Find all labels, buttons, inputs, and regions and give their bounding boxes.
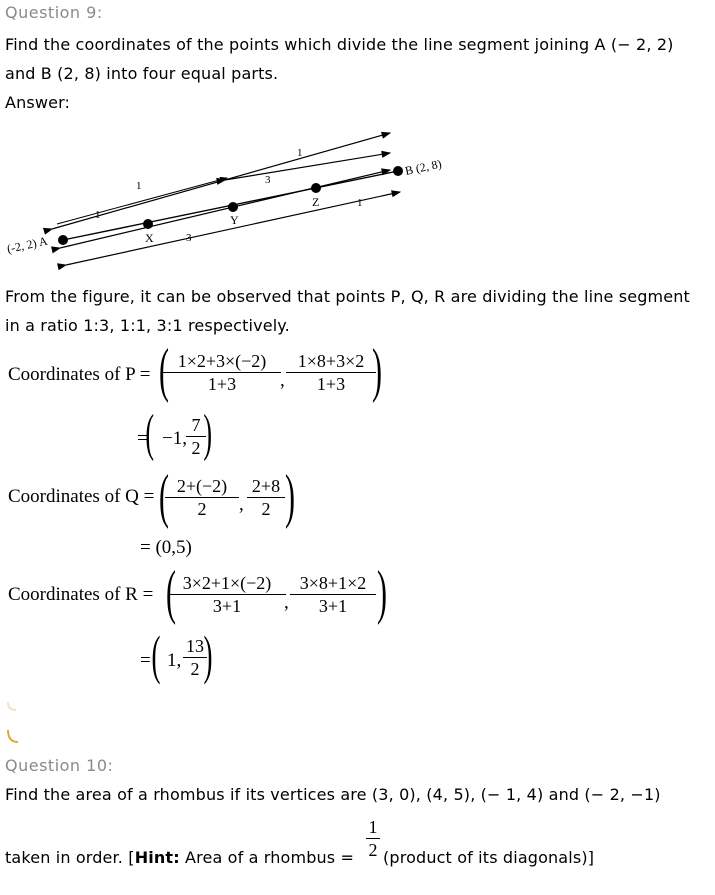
question-10-text-line-2: taken in order. [Hint: Area of a rhombus = — [5, 848, 355, 867]
coordinates-q-label: Coordinates of Q = — [8, 486, 155, 507]
dimension-line-top — [52, 133, 390, 229]
point-y — [228, 202, 238, 212]
label-seg-1a: 1 — [136, 180, 142, 192]
point-a — [58, 235, 68, 245]
p-result-x: −1, — [162, 428, 187, 449]
question-9-text-line-1: Find the coordinates of the points which divide the line segment joining A (− 2, 2) — [5, 35, 674, 54]
p-result-y-fraction: 7 2 — [186, 415, 206, 458]
left-paren: ( — [165, 559, 176, 625]
point-x — [143, 219, 153, 229]
decorative-ornament — [4, 700, 24, 748]
label-seg-3a: 3 — [265, 174, 271, 186]
r-x-fraction: 3×2+1×(−2) 3+1 — [168, 573, 286, 616]
q-x-fraction: 2+(−2) 2 — [165, 476, 239, 519]
dimension-line-third — [60, 170, 390, 248]
r-result-equals: = — [140, 650, 151, 671]
r-y-fraction: 3×8+1×2 3+1 — [290, 573, 376, 616]
hint-label: Hint: — [134, 848, 180, 867]
comma: , — [284, 592, 289, 613]
answer-label: Answer: — [5, 93, 71, 112]
question-10-text-line-1: Find the area of a rhombus if its vertices are (3, 0), (4, 5), (− 1, 4) and (− 2, −1) — [5, 785, 661, 804]
question-10-heading: Question 10: — [5, 756, 114, 775]
label-seg-1c: 1 — [95, 209, 101, 221]
label-seg-1d: 1 — [357, 197, 363, 209]
observation-line-1: From the figure, it can be observed that points P, Q, R are dividing the line segment — [5, 287, 690, 306]
label-point-b: B (2, 8) — [403, 156, 443, 178]
question-9-heading: Question 9: — [5, 3, 103, 22]
coordinates-p-label: Coordinates of P = — [8, 364, 151, 385]
label-x: X — [145, 231, 154, 245]
label-y: Y — [230, 213, 239, 227]
label-point-a: (-2, 2) A — [5, 233, 49, 256]
right-paren: ) — [371, 337, 382, 403]
comma: , — [239, 494, 244, 515]
coordinates-r-label: Coordinates of R = — [8, 584, 154, 605]
label-z: Z — [312, 195, 320, 209]
left-paren: ( — [158, 337, 169, 403]
half-fraction: 1 2 — [366, 817, 380, 860]
right-paren: ) — [203, 405, 212, 462]
right-paren: ) — [376, 559, 387, 625]
p-result-equals: = — [137, 428, 148, 449]
right-paren: ) — [203, 625, 213, 685]
label-seg-3b: 3 — [186, 232, 192, 244]
r-result-x: 1, — [167, 650, 182, 671]
left-paren: ( — [158, 463, 169, 529]
comma: , — [280, 370, 285, 391]
label-seg-1b: 1 — [297, 147, 303, 159]
point-z — [311, 183, 321, 193]
p-y-fraction: 1×8+3×2 1+3 — [286, 351, 376, 394]
observation-line-2: in a ratio 1:3, 1:1, 3:1 respectively. — [5, 316, 290, 335]
hint-end-text: (product of its diagonals)] — [383, 848, 595, 867]
q-y-fraction: 2+8 2 — [247, 476, 285, 519]
p-x-fraction: 1×2+3×(−2) 1+3 — [163, 351, 281, 394]
left-paren: ( — [151, 625, 161, 685]
line-segment-figure — [0, 120, 470, 280]
q-result: = (0,5) — [140, 537, 192, 558]
question-9-text-line-2: and B (2, 8) into four equal parts. — [5, 64, 279, 83]
left-paren: ( — [145, 405, 154, 462]
right-paren: ) — [284, 463, 295, 529]
point-b — [393, 166, 403, 176]
r-result-y-fraction: 13 2 — [183, 636, 207, 679]
